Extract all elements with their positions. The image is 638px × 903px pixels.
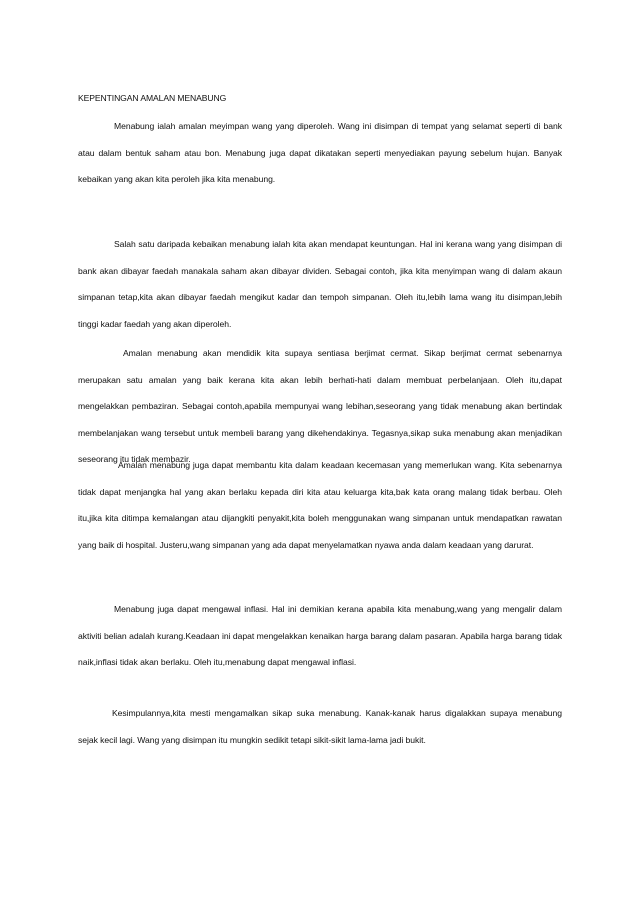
paragraph-profit: Salah satu daripada kebaikan menabung ialah kita akan mendapat keuntungan. Hal ini kerana wang yang disimpan di bank akan dibayar faedah manakala saham akan dibayar dividen. Sebagai contoh, jika kita menyimpan wang di dalam akaun simpanan tetap,kita akan dibayar faedah mengikut kadar dan tempoh simpanan. Oleh itu,lebih lama wang itu disimpan,lebih tinggi kadar faedah yang akan diperoleh.	[78, 239, 562, 329]
document-title: KEPENTINGAN AMALAN MENABUNG	[78, 93, 227, 103]
paragraph-introduction: Menabung ialah amalan meyimpan wang yang diperoleh. Wang ini disimpan di tempat yang selamat seperti di bank atau dalam bentuk saham atau bon. Menabung juga dapat dikatakan seperti menyediakan payung sebelum hujan. Banyak kebaikan yang akan kita peroleh jika kita menabung.	[78, 121, 562, 184]
paragraph-emergency: Amalan menabung juga dapat membantu kita dalam keadaan kecemasan yang memerlukan wang. Kita sebenarnya tidak dapat menjangka hal yang akan berlaku kepada diri kita atau keluarga kita,bak kata orang malang tidak berbau. Oleh itu,jika kita ditimpa kemalangan atau dijangkiti penyakit,kita boleh menggunakan wang simpanan untuk mendapatkan rawatan yang baik di hospital. Justeru,wang simpanan yang ada dapat menyelamatkan nyawa anda dalam keadaan yang darurat.	[78, 460, 562, 550]
paragraph-inflation: Menabung juga dapat mengawal inflasi. Hal ini demikian kerana apabila kita menabung,wang yang mengalir dalam aktiviti belian adalah kurang.Keadaan ini dapat mengelakkan kenaikan harga barang dalam pasaran. Apabila harga barang tidak naik,inflasi tidak akan berlaku. Oleh itu,menabung dapat mengawal inflasi.	[78, 604, 562, 667]
paragraph-thrift: Amalan menabung akan mendidik kita supaya sentiasa berjimat cermat. Sikap berjimat cermat sebenarnya merupakan satu amalan yang baik kerana kita akan lebih berhati-hati dalam membuat perbelanjaan. Oleh itu,dapat mengelakkan pembaziran. Sebagai contoh,apabila mempunyai wang lebihan,seseorang yang tidak menabung akan bertindak membelanjakan wang tersebut untuk membeli barang yang dikehendakinya. Tegasnya,sikap suka menabung akan menjadikan seseorang itu tidak membazir.	[78, 348, 562, 464]
paragraph-conclusion: Kesimpulannya,kita mesti mengamalkan sikap suka menabung. Kanak-kanak harus digalakkan supaya menabung sejak kecil lagi. Wang yang disimpan itu mungkin sedikit tetapi sikit-sikit lama-lama jadi bukit.	[78, 708, 562, 745]
